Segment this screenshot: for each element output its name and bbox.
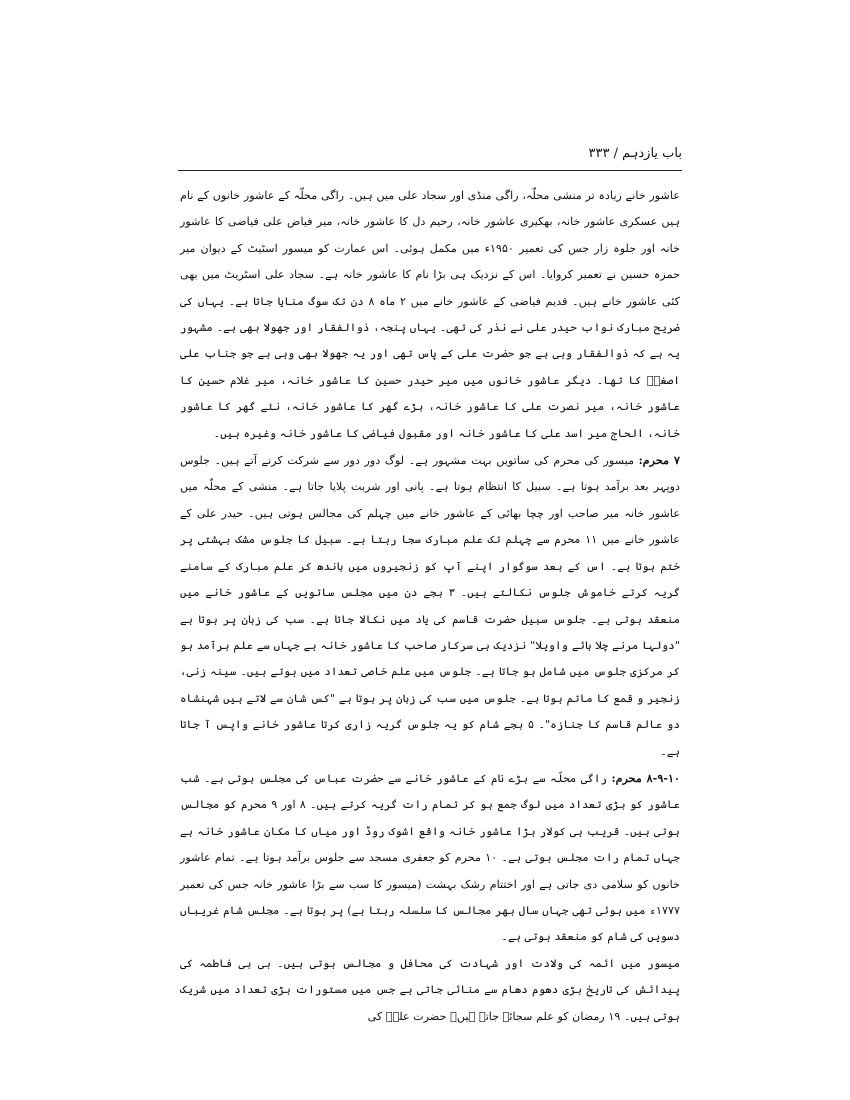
paragraph-7-muharram — [180, 447, 680, 765]
paragraph-ashur-khanas — [180, 183, 680, 447]
header-separator: / — [613, 146, 618, 161]
paragraph-text: راگی محلّہ سے بڑے نام کے عاشور خانے سے حضرت عباس کی مجلس ہوتی ہے۔ شب عاشور کو بڑی تعداد میں لوگ جمع ہو کر تمام رات گریہ کرتے ہیں۔ ۸ اور ۹ محرم کو مجالس ہوتی ہیں۔ قریب ہی کولار بڑا عاشور خانہ واقع اشوک روڈ اور میاں کا مکان عاشور خانہ ہے جہاں تمام رات مجلس ہوتی ہے۔ ۱۰ محرم کو جعفری مسجد سے جلوس برآمد ہوتا ہے۔ تمام عاشور خانوں کو سلامی دی جاتی ہے اور اختتام رشک بہشت (میسور کا سب سے بڑا عاشور خانہ جس کی تعمیر ۱۷۷۷ء میں ہوئی تھی جہاں سال بھر مجالس کا سلسلہ رہتا ہے) پر ہوتا ہے۔ مجلس شام غریباں دسویں کی شام کو منعقد ہوتی ہے۔ — [180, 771, 681, 944]
paragraph-birth-martyrdom — [180, 951, 680, 1030]
page-header — [178, 143, 682, 165]
paragraph-text: عاشور خانے زیادہ تر منشی محلّہ، راگی منڈی اور سجاد علی میں ہیں۔ راگی محلّہ کے عاشور خانوں کے نام ہیں عسکری عاشور خانہ، بھکیری عاشور خانہ، رحیم دل کا عاشور خانہ، میر فیاض علی فیاضی کا عاشور خانہ اور جلوہ زار جس کی تعمیر ۱۹۵۰ء میں مکمل ہوئی۔ اس عمارت کو میسور اسٹیٹ کے دیوان میر حمزہ حسین نے تعمیر کروایا۔ اس کے نزدیک ہی بڑا نام کا عاشور خانہ ہے۔ سجاد علی اسٹریٹ میں بھی کئی عاشور خانے ہیں۔ قدیم فیاضی کے عاشور خانے میں ۲ ماہ ۸ دن تک سوگ منایا جاتا ہے۔ یہاں کی ضریح مبارک نواب حیدر علی نے نذر کی تھی۔ یہاں پنجہ، ذوالفقار اور جھولا بھی ہے۔ مشہور یہ ہے کہ ذوالفقار وہی ہے جو حضرت علی کے پاس تھی اور یہ جھولا بھی وہی ہے جو جناب علی اصغرؑ کا تھا۔ دیگر عاشور خانوں میں میر حیدر حسین کا عاشور خانہ، میر غلام حسین کا عاشور خانہ، میر نصرت علی کا عاشور خانہ، بڑے گھر کا عاشور خانہ، نئے گھر کا عاشور خانہ، الحاج میر اسد علی کا عاشور خانہ اور مقبول فیاضی کا عاشور خانہ وغیرہ ہیں۔ — [180, 189, 680, 440]
paragraph-heading: ۷ محرم: — [638, 453, 680, 468]
page-number: ۳۳۳ — [588, 146, 610, 161]
chapter-title: باب یازدہم — [622, 146, 682, 161]
paragraph-text: میسور کی محرم کی ساتویں بہت مشہور ہے۔ لوگ دور دور سے شرکت کرنے آتے ہیں۔ جلوس دوپہر بعد برآمد ہوتا ہے۔ سبیل کا انتظام ہوتا ہے۔ پانی اور شربت پلایا جاتا ہے۔ منشی کے محلّہ میں عاشور خانہ میر صاحب اور چچا بھائی کے عاشور خانے میں چہلم کی مجالس ہوتی ہیں۔ حیدر علی کے عاشور خانے میں ۱۱ محرم سے چہلم تک علم مبارک سجا رہتا ہے۔ سبیل کا جلوس مشک بہشتی پر ختم ہوتا ہے۔ اس کے بعد سوگوار اپنے آپ کو زنجیروں میں باندھ کر علم مبارک کے سامنے گریہ کرتے خاموش جلوس نکالتے ہیں۔ ۳ بجے دن میں مجلس ساتویں کے عاشور خانے میں منعقد ہوتی ہے۔ جلوس سبیل حضرت قاسم کی یاد میں نکالا جاتا ہے۔ سب کی زبان پر ہوتا ہے "دولہا مرنے چلا ہائے واویلا" نزدیک ہی سرکار صاحب کا عاشور خانہ ہے جہاں سے علم برآمد ہو کر مرکزی جلوس میں شامل ہو جاتا ہے۔ جلوس میں علم خاصی تعداد میں ہوتے ہیں۔ سینہ زنی، زنجیر و قمع کا ماتم ہوتا ہے۔ جلوس میں سب کی زبان پر ہوتا ہے "کس شان سے لاتے ہیں شہنشاہ دو عالم قاسم کا جنازہ"۔ ۵ بجے شام کو یہ جلوس گریہ زاری کرتا عاشور خانے واپس آ جاتا ہے۔ — [180, 454, 680, 758]
header-rule — [178, 170, 682, 171]
paragraph-text: میسور میں ائمہ کی ولادت اور شہادت کی محافل و مجالس ہوتی ہیں۔ بی بی فاطمہ کی پیدائش کی تاریخ بڑی دھوم دھام سے منائی جاتی ہے جس میں مستورات بڑی تعداد میں شریک ہوتی ہیں۔ ۱۹ رمضان کو علم سجائے جاتے ہیں۔ حضرت علیؑ کی — [180, 956, 680, 1023]
paragraph-8-9-10-muharram — [180, 765, 680, 951]
body-text — [180, 183, 680, 1030]
paragraph-heading: ۸-۹-۱۰ محرم: — [611, 770, 680, 785]
running-title — [589, 143, 683, 165]
